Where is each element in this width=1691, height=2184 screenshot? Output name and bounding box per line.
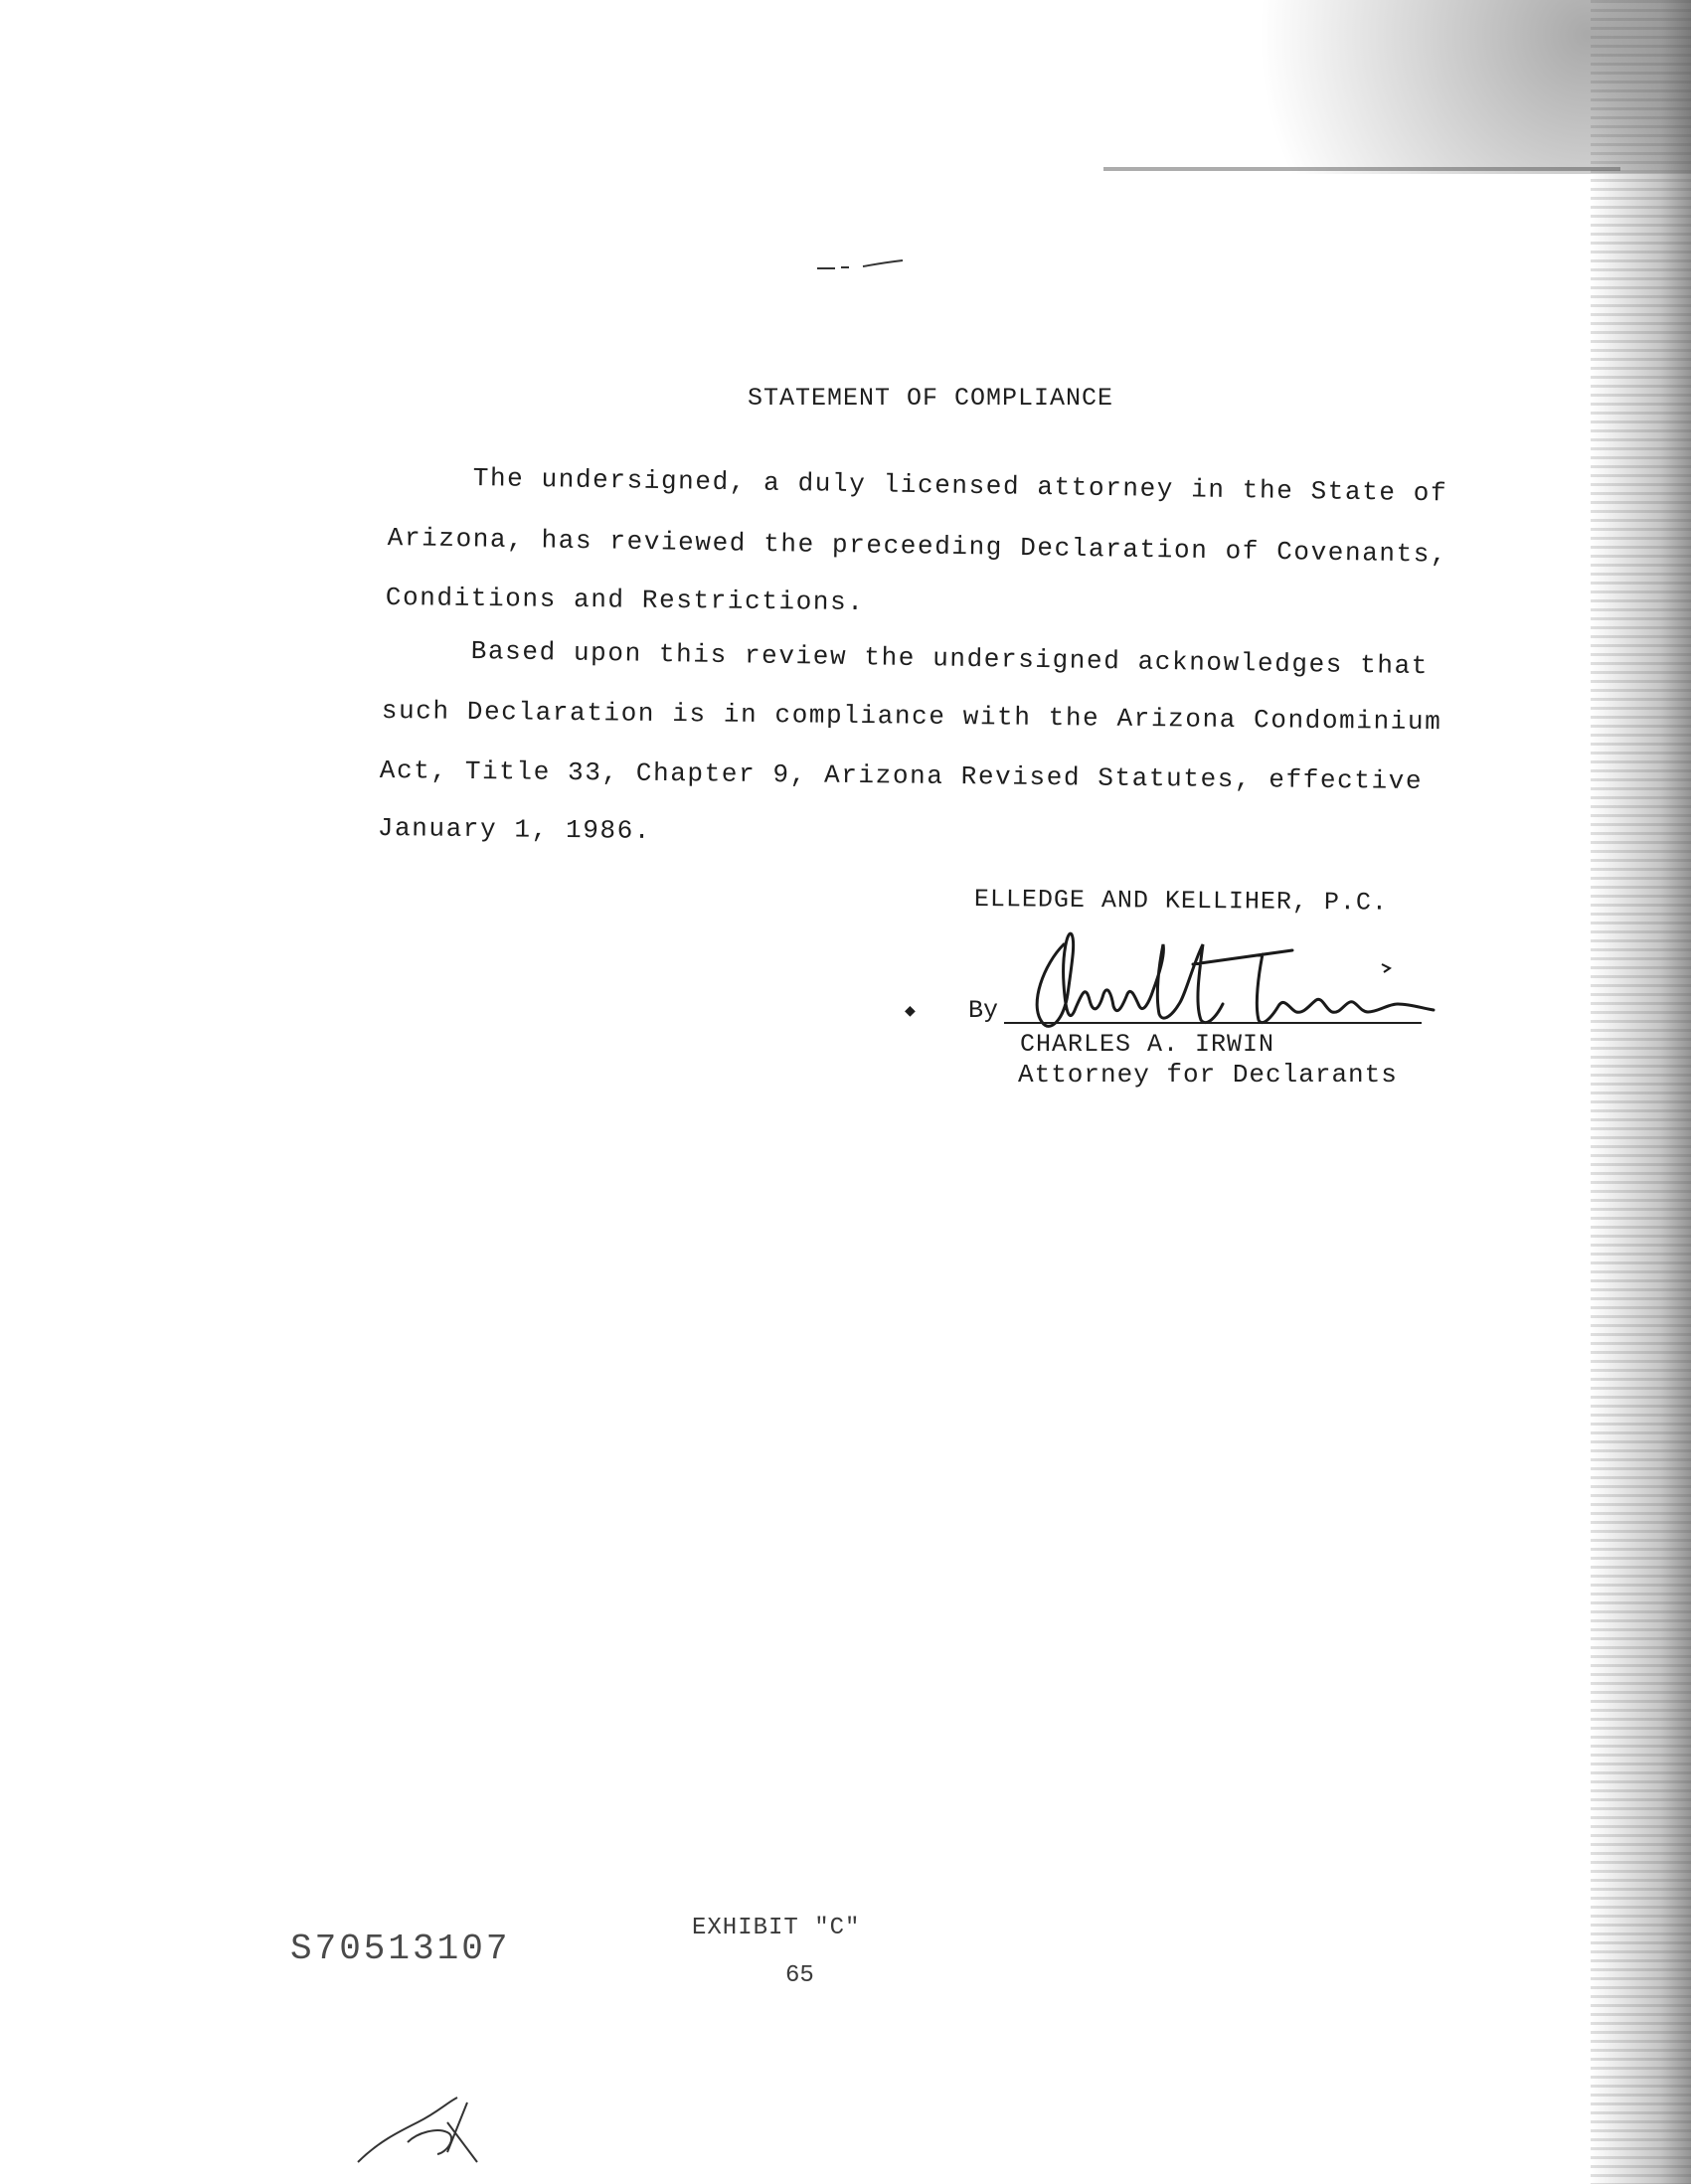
- by-label: By: [968, 996, 999, 1025]
- handwritten-signature: [1024, 924, 1441, 1044]
- signer-name: CHARLES A. IRWIN: [1020, 1030, 1275, 1059]
- paragraph-2-line-3: Act, Title 33, Chapter 9, Arizona Revised Statutes, effective: [379, 756, 1424, 796]
- paragraph-1-line-3: Conditions and Restrictions.: [385, 583, 865, 618]
- document-number: S70513107: [290, 1929, 511, 1969]
- signer-title: Attorney for Declarants: [1018, 1060, 1398, 1090]
- paragraph-2-line-4: January 1, 1986.: [377, 813, 652, 846]
- paragraph-1-line-2: Arizona, has reviewed the preceeding Declaration of Covenants,: [387, 523, 1448, 570]
- document-title: STATEMENT OF COMPLIANCE: [748, 384, 1114, 413]
- scan-noise-edge: [1591, 0, 1691, 2184]
- stray-scan-mark: [815, 256, 915, 276]
- paragraph-2-line-2: such Declaration is in compliance with the Arizona Condominium: [381, 696, 1442, 738]
- firm-name: ELLEDGE AND KELLIHER, P.C.: [973, 885, 1389, 918]
- bullet-mark: ◆: [905, 1002, 916, 1022]
- signature-line: [1004, 1022, 1422, 1024]
- handwritten-scribble: [348, 2083, 487, 2172]
- scan-noise-line: [1103, 167, 1620, 171]
- page-number: 65: [785, 1962, 814, 1989]
- paragraph-1-line-1: The undersigned, a duly licensed attorney in the State of: [472, 463, 1448, 509]
- exhibit-label: EXHIBIT "C": [692, 1915, 861, 1941]
- paragraph-2-line-1: Based upon this review the undersigned acknowledges that: [470, 636, 1430, 682]
